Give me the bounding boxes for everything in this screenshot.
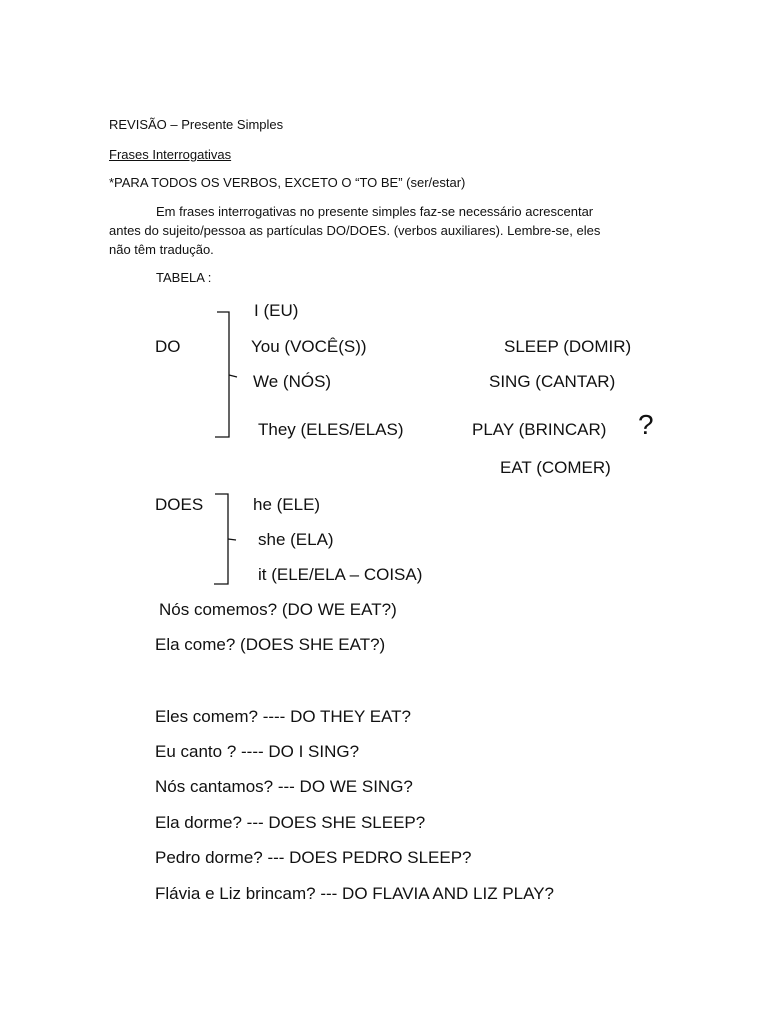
subject-it: it (ELE/ELA – COISA)	[258, 565, 423, 584]
aux-do: DO	[155, 337, 181, 356]
verb-sleep: SLEEP (DOMIR)	[504, 337, 632, 356]
table-label: TABELA :	[156, 270, 212, 285]
aux-does: DOES	[155, 495, 204, 514]
example-line: Ela dorme? --- DOES SHE SLEEP?	[155, 813, 426, 832]
subject-you: You (VOCÊ(S))	[251, 337, 367, 356]
verb-sing: SING (CANTAR)	[489, 372, 616, 391]
example-line: Nós comemos? (DO WE EAT?)	[159, 600, 397, 619]
intro-line-1: Em frases interrogativas no presente simples faz-se necessário acrescentar	[156, 204, 594, 219]
subject-i: I (EU)	[254, 301, 299, 320]
verb-eat: EAT (COMER)	[500, 458, 611, 477]
note-text: *PARA TODOS OS VERBOS, EXCETO O “TO BE” (ser/estar)	[109, 175, 466, 190]
verb-play: PLAY (BRINCAR)	[472, 420, 607, 439]
document-title: REVISÃO – Presente Simples	[109, 117, 284, 132]
subject-they: They (ELES/ELAS)	[258, 420, 404, 439]
question-mark: ?	[638, 409, 654, 440]
subject-he: he (ELE)	[253, 495, 321, 514]
example-line: Eu canto ? ---- DO I SING?	[155, 742, 360, 761]
example-line: Ela come? (DOES SHE EAT?)	[155, 635, 386, 654]
intro-line-2: antes do sujeito/pessoa as partículas DO/DOES. (verbos auxiliares). Lembre-se, eles	[109, 223, 601, 238]
intro-line-3: não têm tradução.	[109, 242, 214, 257]
example-line: Eles comem? ---- DO THEY EAT?	[155, 707, 411, 726]
section-heading: Frases Interrogativas	[109, 147, 232, 162]
example-line: Nós cantamos? --- DO WE SING?	[155, 777, 413, 796]
example-line: Flávia e Liz brincam? --- DO FLAVIA AND LIZ PLAY?	[155, 884, 555, 903]
example-line: Pedro dorme? --- DOES PEDRO SLEEP?	[155, 848, 472, 867]
subject-she: she (ELA)	[258, 530, 334, 549]
subject-we: We (NÓS)	[253, 372, 332, 391]
